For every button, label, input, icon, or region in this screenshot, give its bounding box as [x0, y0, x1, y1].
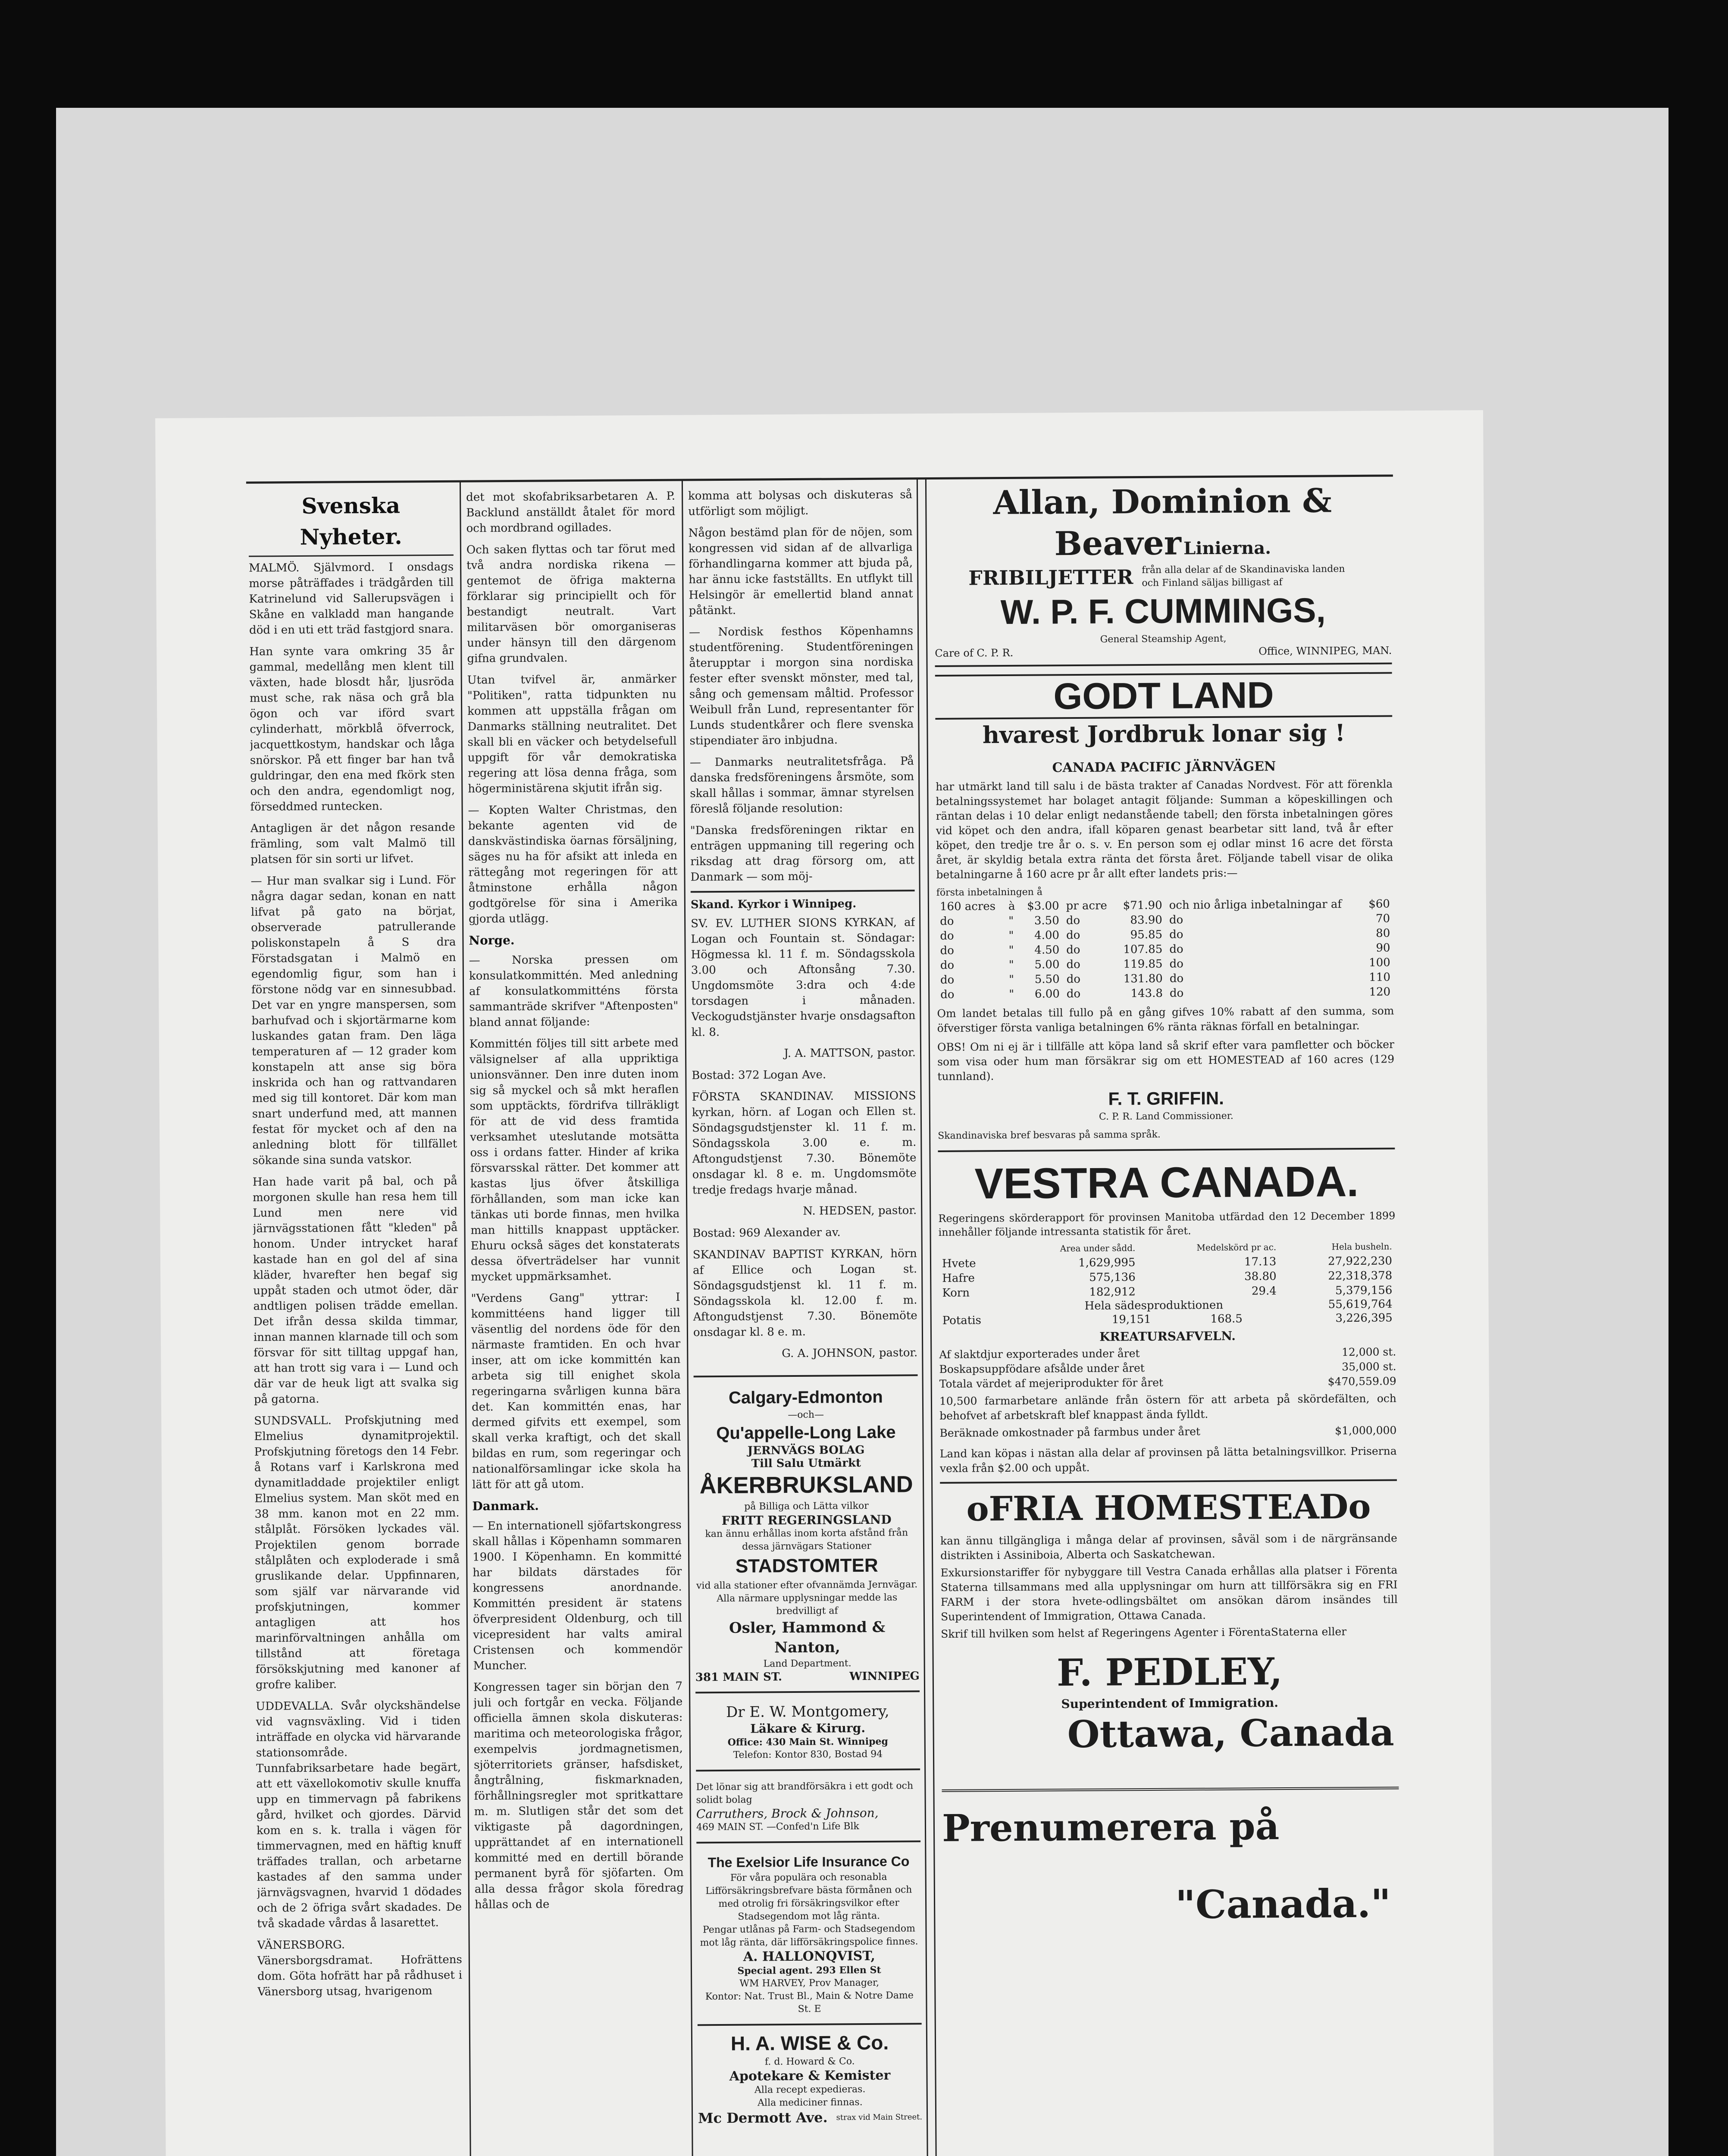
allan-line2: Beaver: [1054, 523, 1182, 563]
price-cell: 95.85: [1130, 928, 1163, 942]
price-cell: 4.50: [1034, 943, 1060, 957]
vestra-ad: [938, 1149, 1399, 1934]
crop-cell: 182,912: [1089, 1285, 1136, 1299]
wise-line2: Alla mediciner finnas.: [758, 2097, 863, 2109]
vestra-intro: Regeringens skörderapport för provinsen Manitoba utfärdad den 12 December 1899 innehåller följande intressanta statistik för året.: [938, 1210, 1396, 1238]
crop-cell: 575,136: [1089, 1271, 1136, 1284]
cpr-obs: OBS! Om ni ej är i tillfälle att köpa land så skrif efter vara pamfletter och böcker som visa oder hum man försäkrar sig om ett HOMESTEAD af 160 acres (129 tunnland).: [937, 1038, 1395, 1083]
article-paragraph: "Verdens Gang" yttrar: I kommittéens hand ligger till väsentlig del nordens öde för den närmaste framtiden. En och hvar inser, att om icke kommittén kan arbeta sig till enighet skola regeringarna svårligen kunna bära det. Kan kommittén enas, har dermed gifvits ett exempel, som skall verka kraftigt, och det skall bildas en rum, som regeringar och nationalförsamlingar icke skola ha lätt för att gå utom.: [471, 1291, 681, 1492]
cpr-text: har utmärkt land till salu i de bästa trakter af Canadas Nordvest. För att förenkla betalningssystemet har bolaget antagit följande: Summan a köpeskillingen och räntan delas i 10 delar enligt nedanstående tabell; den första inbetalningen göres vid köpet och den andra, ifall köparen genast bearbetar sitt land, två år efter köpet, den tredje tre år o. s. v. En person som ej odlar minst 16 acre det första året, är skyldig betala extra ränta det första året. Följande tabell visar de olika betalningarne å 160 acre pr år allt efter landets pris:—: [936, 777, 1393, 881]
kreatur-title: KREATURSAFVELN.: [1099, 1329, 1236, 1344]
church-title: Skand. Kyrkor i Winnipeg.: [690, 897, 857, 912]
calgary-dept: Land Department.: [763, 1658, 851, 1670]
price-cell: do: [1066, 958, 1080, 971]
article-paragraph: UDDEVALLA. Svår olyckshändelse vid vagnsväxling. Vid i tiden inträffade en olycka vid härvarande stationsområde. Tunnfabriksarbetare hade begärt, att ett växellokomotiv skulle knuffa upp en timmervagn på fabrikens gård, hvilket och gjordes. Därvid kom en s. k. tralla i vägen för timmervagnen, med en häftig knuff träffades trallan, och arbetarne kastades af den samma under järnvägsvagnen, hvarvid 1 dödades och de 2 öfriga svårt skadades. De två skadade vårdas å lasarettet.: [256, 1698, 462, 1930]
church-1-address: Bostad: 372 Logan Ave.: [692, 1068, 826, 1082]
church-1-pastor: J. A. MATTSON, pastor.: [784, 1046, 916, 1060]
price-cell: do: [1169, 987, 1184, 1000]
price-cell: ": [1008, 973, 1014, 986]
price-cell: do: [1066, 987, 1081, 1001]
column-1: [248, 490, 464, 2156]
price-cell: do: [1169, 943, 1183, 956]
excelsior-agent: A. HALLONQVIST,: [743, 1948, 875, 1965]
article-paragraph: Han synte vara omkring 35 år gammal, medellång men klent till växten, hade blosdt hår, ljusröda must sche, rak näsa och grå bla ögon och var iförd svart cylinderhatt, mörkblå öfverrock, jacquettkostym, handskar och låga snörskor. På ett finger bar han två guldringar, den ena med fkörk sten och den andra, egendomligt nog, förseddmed runtecken.: [249, 644, 455, 814]
article-paragraph: — Danmarks neutralitetsfråga. På danska fredsföreningens årsmöte, som skall hållas i sommar, ämnar styrelsen föreslå följande resolution:: [689, 755, 914, 816]
col1-articles: [249, 559, 462, 2000]
price-cell: do: [940, 988, 955, 1001]
kreatur-1: Af slaktdjur exporterades under året: [939, 1347, 1140, 1361]
col3-articles: [688, 487, 915, 885]
price-cell: do: [1169, 957, 1183, 971]
calgary-address-left: 381 MAIN ST.: [695, 1670, 783, 1684]
right-panel: [934, 479, 1402, 2156]
calgary-ad: [694, 1381, 920, 1693]
potato-cell: 19,151: [1111, 1313, 1151, 1326]
article-paragraph: SUNDSVALL. Profskjutning med Elmelius dynamitprojektil. Profskjutning företogs den 14 Febr. å Rotans varf i Karlskrona med dynamitladdade projektiler enligt Elmelius system. Man sköt med en 38 mm. kanon mot en 22 mm. stålplåt. Försöken lyckades väl. Projektilen genom borrade stålplåten och exploderade i små gruslikande delar. Uppfinnaren, som själf var närvarande vid profskjutningen, kommer antagligen att hos marinförvaltningen anhålla om tillstånd att företaga försökskjutning med kanoner af grofre kaliber.: [254, 1413, 460, 1692]
pedley-name: F. PEDLEY,: [1056, 1650, 1283, 1695]
price-cell: à: [1008, 899, 1015, 913]
crop-cell: 1,629,995: [1078, 1256, 1136, 1269]
price-cell: do: [940, 973, 955, 987]
excelsior-office: Kontor: Nat. Trust Bl., Main & Notre Dame St. E: [705, 1990, 914, 2015]
wise-sub: f. d. Howard & Co.: [764, 2056, 855, 2068]
steamship-agent: General Steamship Agent,: [1100, 633, 1227, 645]
insurance-address: 469 MAIN ST. —Confed'n Life Blk: [696, 1821, 859, 1833]
article-paragraph: Antagligen är det någon resande främling, som valt Malmö till platsen för sin sorti ur lifvet.: [250, 821, 456, 866]
price-cell: 131.80: [1123, 972, 1163, 986]
pedley-title: Superintendent of Immigration.: [1061, 1695, 1279, 1711]
ottawa: Ottawa, Canada: [1067, 1711, 1394, 1757]
crop-header-cell: Hela busheln.: [1331, 1241, 1392, 1252]
kreatur-4: 10,500 farmarbetare anlände från östern för att arbeta på skördefälten, och behofvet af arbetskraft blef knappast ända fylldt.: [939, 1392, 1397, 1422]
cpr-ad: [935, 664, 1395, 1152]
hela-label: Hela sädesproduktionen: [1084, 1298, 1224, 1313]
crop-header-cell: Medelskörd pr ac.: [1196, 1242, 1277, 1253]
column-3: [688, 487, 923, 2156]
doctor-title: Läkare & Kirurg.: [750, 1720, 866, 1736]
prenumerera: Prenumerera på: [942, 1805, 1280, 1850]
calgary-firm: Osler, Hammond & Nanton,: [729, 1618, 886, 1657]
price-cell: $3.00: [1027, 899, 1059, 913]
fria-rule: [940, 1479, 1397, 1483]
price-cell: do: [940, 944, 954, 957]
excelsior-pengar: Pengar utlånas på Farm- och Stadsegendom mot låg ränta, där lifförsäkringspolice finnes.: [700, 1923, 918, 1949]
price-cell: $60: [1368, 897, 1390, 911]
price-cell: 119.85: [1123, 957, 1163, 971]
crop-cell: 5,379,156: [1335, 1284, 1393, 1297]
section-title: Svenska Nyheter.: [248, 490, 454, 557]
price-cell: do: [1066, 914, 1080, 928]
cummings-address: [935, 644, 1392, 659]
fria-text-2: Exkursionstariffer för nybyggare till Vestra Canada erhållas alla platser i Förenta Staterna tillsammans med alla upplysningar om hurn att tillförsäkra sig en FRI FARM i der stora hvete-odlingsbältet om ansökan därom insändes till Superintendent of Immigration, Ottawa Canada.: [940, 1564, 1398, 1623]
article-paragraph: — Nordisk festhos Köpenhamns studentförening. Studentföreningen återupptar i morgon sina nordiska fester efter svenskt mönster, med tal, sång och gemensam måltid. Professor Weibull från Lund, representanter för Lunds studentkårer och flere svenska stipendiater äro inbjudna.: [689, 624, 914, 748]
kreatur-2: Boskapsuppfödare afsålde under året: [939, 1362, 1145, 1376]
article-paragraph: Och saken flyttas och tar förut med två andra nordiska rikena — gentemot de öfriga makterna förklarar sig principiellt och för bestandigt neutralt. Vart militarväsen bör omorganiseras under hänsyn till den därgenom gifna grundvalen.: [466, 542, 676, 665]
calgary-line4: kan ännu erhållas inom korta afstånd från dessa järnvägars Stationer: [705, 1527, 908, 1552]
calgary-big: ÅKERBRUKSLAND: [699, 1471, 913, 1499]
doctor-phone: Telefon: Kontor 830, Bostad 94: [733, 1749, 883, 1761]
price-cell: 107.85: [1123, 943, 1163, 956]
allan-line2-row: [934, 521, 1392, 565]
fribiljetter-row: [934, 562, 1391, 591]
price-cell: och nio årliga inbetalningar af: [1169, 898, 1342, 912]
article-paragraph: — Norska pressen om konsulatkommittén. Med anledning af konsulatkommitténs första sammanträde skrifver "Aftenposten" bland annat följande:: [469, 953, 679, 1029]
excelsior-title: The Exelsior Life Insurance Co: [707, 1853, 910, 1871]
article-paragraph: Utan tvifvel är, anmärker "Politiken", ratta tidpunkten nu kommen att uppställa frågan om Danmarks ställning neutralitet. Det skall bli en väcker och betydelsefull uppgift för vår demokratiska regering att lösa denna fråga, som högerministärena skjutit ifrån sig.: [467, 672, 677, 796]
article-paragraph: MALMÖ. Självmord. I onsdags morse påträffades i trädgården till Katrinelund vid Sallerupsvägen i Skåne en valkladd man hangande död i en uti ett träd fastgjord snara.: [249, 560, 454, 637]
canada-name: "Canada.": [1175, 1880, 1391, 1928]
kreatur-2-value: 35,000 st.: [1342, 1360, 1396, 1373]
danmark-articles: [473, 1517, 684, 1913]
crop-cell: Hafre: [942, 1272, 975, 1285]
newspaper-page: [155, 410, 1495, 2156]
norge-heading: Norge.: [469, 933, 515, 948]
price-cell: do: [1169, 913, 1183, 927]
price-cell: ": [1009, 987, 1014, 1001]
crop-cell: 22,318,378: [1328, 1269, 1393, 1283]
article-paragraph: Kongressen tager sin början den 7 juli och fortgår en vecka. Följande officiella ämnen skola diskuteras: maritima och meteorologiska frågor, exempelvis jordmagnetismen, sjöterritoriets gränser, hafsdisket, ångtrålning, fiskmarknaden, förhållningsregler mot spritkattare m. m. Slutligen står det som det viktigaste på dagordningen, upprättandet af en internationell kommitté med en dertill börande permanent byrå för sjöfarten. Om alla dessa frågor skola föredrag hållas och de: [473, 1680, 684, 1912]
calgary-big2: STADSTOMTER: [735, 1554, 878, 1577]
price-cell: 5.50: [1034, 973, 1060, 986]
price-cell: do: [940, 929, 954, 943]
calgary-line3: FRITT REGERINGSLAND: [721, 1512, 892, 1528]
price-cell: 6.00: [1034, 987, 1060, 1001]
care-of: Care of C. P. R.: [935, 646, 1014, 659]
article-paragraph: — Hur man svalkar sig i Lund. För några dagar sedan, konan en natt lifvat på gato na börjat, observerade patrullerande poliskonstapeln å S dra Förstadsgatan i Malmö en egendomlig figur, som han i förstone nödg var en sinnesubbad. Det var en yngre manspersen, som barhufvad och i skjortärmarne kom luskandes gatan fram. Den läga temperaturen af — 12 grader kom konstapeln att anse sig böra inskrida och han og rattvandaren med sig till kontoret. Där kom man snart underfund med, att mannen festat för mycket och af den na anledning blott för tillfället sökande sina sunda vatskor.: [250, 873, 457, 1167]
article-paragraph: komma att bolysas och diskuteras så utförligt som möjligt.: [688, 488, 913, 518]
cpr-title: CANADA PACIFIC JÄRNVÄGEN: [1052, 759, 1276, 776]
price-table: [936, 896, 1394, 1002]
crop-header-cell: Area under sådd.: [1060, 1243, 1136, 1254]
price-cell: do: [940, 959, 955, 972]
price-cell: 3.50: [1034, 914, 1059, 928]
price-cell: ": [1008, 958, 1014, 971]
cpr-text2: Om landet betalas till fullo på en gång gifves 10% rabatt af den summa, som öfverstiger första vanliga betalningen 6% ränta räknas förfall en betalningar.: [937, 1004, 1394, 1034]
price-cell: $71.90: [1123, 899, 1162, 912]
kreatur-row-5: [939, 1423, 1396, 1440]
kreatur-1-value: 12,000 st.: [1341, 1345, 1396, 1359]
calgary-och: —och—: [788, 1409, 824, 1421]
price-cell: do: [1066, 928, 1080, 942]
church-2-address: Bostad: 969 Alexander av.: [692, 1226, 841, 1240]
excelsior-agent-line: Special agent. 293 Ellen St: [737, 1964, 881, 1977]
godt-land: GODT LAND: [935, 672, 1393, 719]
norge-articles: [469, 952, 682, 1493]
crop-cell: Hvete: [942, 1257, 976, 1270]
fria-text: kan ännu tillgängliga i många delar af provinsen, såväl som i de närgränsande distrikten i Assiniboia, Alberta och Saskatchewan.: [940, 1532, 1398, 1562]
price-row: [936, 896, 1393, 914]
article-paragraph: — Kopten Walter Christmas, den bekante agenten vid de danskvästindiska öarnas försäljning, säges nu ha för afsikt att inleda en rättegång mot regeringen för att åtminstone erhålla någon godtgörelse för sina i Amerika gjorda utlägg.: [468, 802, 678, 926]
jordbruk: hvarest Jordbruk lonar sig !: [982, 719, 1346, 749]
article-paragraph: Någon bestämd plan för de nöjen, som kongressen vid sidan af de allvarliga förhandlingarna kommer att bjuda på, har ännu icke fastställts. En utflykt till Helsingör är emellertid bland annat påtänkt.: [688, 525, 913, 617]
pren-rule: [942, 1786, 1399, 1792]
crop-header-cell: [939, 1241, 1005, 1257]
wise-line1: Alla recept expedieras.: [754, 2084, 866, 2096]
price-cell: 5.00: [1034, 958, 1060, 971]
fria-text-3: Skrif till hvilken som helst af Regeringens Agenter i FörentaStaterna eller: [941, 1625, 1347, 1640]
allan-line1: Allan, Dominion &: [993, 481, 1332, 522]
potato-cell: 3,226,395: [1335, 1311, 1393, 1325]
fribiljetter-text: från alla delar af de Skandinaviska landen och Finland säljas billigast af: [1142, 564, 1345, 589]
price-cell: do: [1169, 928, 1183, 941]
table-head-a: första inbetalningen å: [936, 887, 1043, 898]
kreatur-5-value: $1,000,000: [1335, 1424, 1397, 1437]
price-row: [937, 984, 1394, 1002]
calgary-title: Calgary-Edmonton: [728, 1387, 883, 1407]
allan-ad: [934, 479, 1392, 667]
wise-ad: [698, 2030, 922, 2126]
price-cell: do: [940, 915, 954, 928]
calgary-address-right: WINNIPEG: [849, 1670, 920, 1683]
doctor-office: Office: 430 Main St. Winnipeg: [727, 1736, 888, 1748]
calgary-line1: Till Salu Utmärkt: [751, 1457, 861, 1470]
price-cell: 143.8: [1130, 987, 1163, 1000]
price-cell: 83.90: [1130, 913, 1163, 927]
kreatur-5: Beräknade omkostnader på farmbus under året: [939, 1425, 1201, 1439]
kreatur-3-value: $470,559.09: [1327, 1375, 1396, 1388]
crop-cell: Korn: [942, 1286, 970, 1300]
price-cell: ": [1008, 914, 1014, 928]
kreatur-row-3: [939, 1374, 1396, 1391]
office-address: Office, WINNIPEG, MAN.: [1258, 644, 1392, 658]
hela-value: 55,619,764: [1328, 1297, 1393, 1311]
column-2: [466, 489, 686, 2156]
price-cell: 160 acres: [939, 900, 996, 913]
calgary-title-3: JERNVÄGS BOLAG: [747, 1443, 865, 1457]
potato-cell: 168.5: [1210, 1312, 1243, 1326]
linierna: Linierna.: [1183, 538, 1271, 559]
price-cell: 90: [1376, 941, 1390, 955]
col2-articles: [466, 489, 678, 927]
article-paragraph: — En internationell sjöfartskongress skall hållas i Köpenhamn sommaren 1900. I Köpenhamn. En kommitté har bildats därstades för kongressens anordnande. Kommittén president är statens öfverpresident Oldenburg, och till vicepresident har valts amiral Cristensen och kommendör Muncher.: [472, 1518, 682, 1673]
article-paragraph: Han hade varit på bal, och på morgonen skulle han resa hem till Lund men nere vid järnvägsstationen fått "kleden" på honom. Under intrycket haraf kastade han en gol del af sina kläder, hvarefter hen begaf sig uppåt staden och utmot öder, där andtligen polisen trädde emellan. Det ifrån dessa skilda timmar, innan mannen klarnade till och som försvar för sitt tilltag uppgaf han, att han trott sig vara i — Lund och där var de heuk ligt att svalka sig på gatorna.: [252, 1174, 459, 1406]
price-cell: pr acre: [1066, 899, 1107, 913]
wise-address-small: strax vid Main Street.: [836, 2112, 923, 2122]
doctor-ad: [695, 1697, 920, 1771]
church-2: FÖRSTA SKANDINAV. MISSIONS kyrkan, hörn. af Logan och Ellen st. Söndagsgudstjenster kl. 11 f. m. Söndagsskola 3.00 e. m. Aftongudstjenst 7.30. Bönemöte onsdagar kl. 8 e. m. Ungdomsmöte tredje fredags hvarje månad.: [692, 1089, 917, 1197]
price-cell: 4.00: [1034, 929, 1060, 942]
article-paragraph: det mot skofabriksarbetaren A. P. Backlund anställdt åtalet för mord och mordbrand ogillades.: [466, 489, 676, 535]
price-cell: 100: [1369, 956, 1390, 969]
wise-title: H. A. WISE & Co.: [730, 2031, 889, 2055]
price-cell: 110: [1369, 971, 1391, 984]
calgary-title-2: Qu'appelle-Long Lake: [716, 1423, 896, 1443]
excelsior-text: För våra populära och resonabla Lifförsäkringsbrefvare bästa förmånen och med otrolig fri försäkringsvilkor efter Stadsegendom mot låg ränta.: [705, 1871, 912, 1922]
doctor-name: Dr E. W. Montgomery,: [726, 1702, 889, 1721]
article-paragraph: VÄNERSBORG. Vänersborgsdramat. Hofrättens dom. Göta hofrätt har på rådhuset i Vänersborg utsag, hvarigenom: [257, 1938, 463, 1999]
potato-row: [939, 1310, 1396, 1328]
calgary-address: [695, 1670, 920, 1684]
wise-address-row: [698, 2109, 922, 2126]
fria-title: oFRIA HOMESTEADo: [966, 1487, 1371, 1529]
crop-cell: 38.80: [1244, 1270, 1277, 1283]
crop-cell: 17.13: [1244, 1255, 1277, 1269]
church-1: SV. EV. LUTHER SIONS KYRKAN, af Logan och Fountain st. Söndagar: Högmessa kl. 11 f. m. Söndagsskola 3.00 och Aftonsång 7.30. Ungdomsmöte 3:dra och 4:de torsdagen i månaden. Veckogudstjänster hvarje onsdagsafton kl. 8.: [691, 916, 916, 1039]
crop-cell: 27,922,230: [1328, 1254, 1393, 1268]
price-cell: do: [1169, 972, 1184, 985]
scandinavian-letters: Skandinaviska bref besvaras på samma språk.: [938, 1129, 1161, 1141]
price-cell: ": [1008, 929, 1014, 942]
price-cell: 80: [1376, 927, 1390, 940]
vestra-title: VESTRA CANADA.: [974, 1157, 1359, 1208]
potato-cell: Potatis: [942, 1314, 982, 1327]
price-cell: do: [1066, 972, 1081, 986]
kreatur-3: Totala värdet af mejeriprodukter för året: [939, 1376, 1164, 1390]
danmark-heading: Danmark.: [472, 1498, 539, 1514]
fire-insurance-ad: [696, 1775, 920, 1843]
calgary-line5: vid alla stationer efter ofvannämda Jernvägar.: [696, 1579, 918, 1592]
article-paragraph: Kommittén följes till sitt arbete med välsignelser af alla uppriktiga unionsvänner. Den inre duten inom sig så myckel och så mkt heraflen som upptäckts, fördrifva tillräkligt för att de vid dess framtida verksamhet uteslutande motsätta oss i ordans fatter. Hinder af krika försvarsskal rätter. Det kommer att kastas ljus öfver åtskilliga förhållanden, som man icke kan tänkas uti borde finnas, men hvilka man hittills knappast upptäcker. Ehuru också säges det konstaterats dessa öfverträdelser har vunnit mycket uppmärksamhet.: [469, 1036, 680, 1284]
insurance-firm: Carruthers, Brock & Johnson,: [696, 1805, 879, 1821]
griffin-name: F. T. GRIFFIN.: [1108, 1087, 1224, 1109]
article-paragraph: "Danska fredsföreningen riktar en enträgen uppmaning till regering och riksdag att drag försorg om, att Danmark — som möj-: [690, 823, 915, 884]
price-cell: ": [1008, 943, 1014, 957]
price-cell: 120: [1369, 985, 1391, 999]
church-2-pastor: N. HEDSEN, pastor.: [803, 1204, 917, 1218]
church-directory: [691, 890, 918, 1377]
griffin-title: C. P. R. Land Commissioner.: [1099, 1110, 1233, 1122]
crop-table: [939, 1239, 1396, 1300]
calgary-line6: Alla närmare upplysningar medde las bredvilligt af: [717, 1592, 898, 1617]
cummings: W. P. F. CUMMINGS,: [1000, 591, 1326, 632]
wise-address: Mc Dermott Ave.: [698, 2109, 828, 2127]
price-cell: do: [1066, 943, 1080, 957]
kreatur-6: Land kan köpas i nästan alla delar af provinsen på lätta betalningsvillkor. Priserna vexla från $2.00 och uppåt.: [939, 1445, 1397, 1475]
crop-cell: 29.4: [1251, 1285, 1277, 1298]
excelsior-ad: [696, 1847, 922, 2026]
calgary-line2: på Billiga och Lätta vilkor: [744, 1500, 869, 1512]
fribiljetter: FRIBILJETTER: [968, 565, 1133, 590]
insurance-line: Det lönar sig att brandförsäkra i ett godt och solidt bolag: [696, 1780, 914, 1806]
excelsior-manager: WM HARVEY, Prov Manager,: [739, 1977, 880, 1989]
wise-title2: Apotekare & Kemister: [729, 2068, 891, 2084]
price-cell: 70: [1375, 912, 1390, 925]
church-3-pastor: G. A. JOHNSON, pastor.: [782, 1346, 918, 1360]
church-3: SKANDINAV BAPTIST KYRKAN, hörn af Ellice och Logan st. Söndagsgudstjenst kl. 11 f. m. Söndagsskola kl. 12.00 f. m. Aftongudstjenst 7.30. Bönemöte onsdagar kl. 8 e. m.: [692, 1247, 917, 1339]
potato-table: [939, 1310, 1396, 1328]
